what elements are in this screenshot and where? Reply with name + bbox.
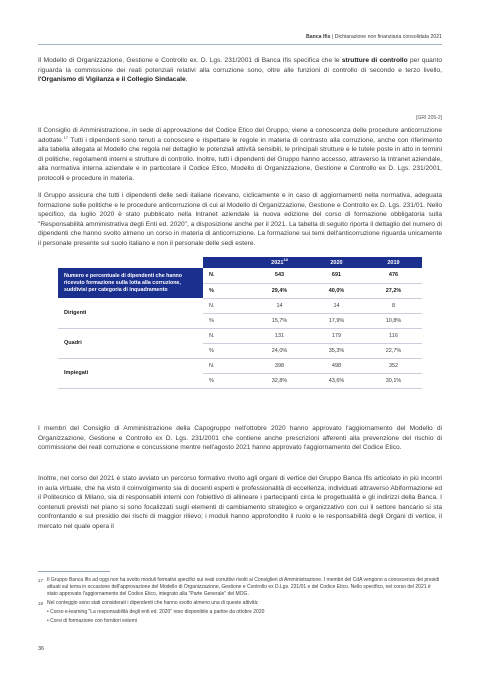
footnote-divider bbox=[38, 571, 110, 572]
table-row: Quadri N. 131 179 116 bbox=[58, 328, 422, 343]
footnote-18: 18 Nel conteggio sono stati considerati i dipendenti che hanno svolto almeno una di queste attività: bbox=[38, 600, 259, 606]
footnote-ref-17: 17 bbox=[63, 134, 69, 140]
list-item: • Corso e-learning "La responsabilità degli enti ed. 2020" reso disponibile a partire da ottobre 2020 bbox=[47, 609, 265, 615]
footnote-17: 17 Il Gruppo Banca Ifis ad oggi non ha svolto moduli formativi specifici sui reati corruttivi rivolti ai Consiglieri di Amministrazione. I membri del CdA vengono a conoscenza dei presidi attuati sul tema in occasione dell'approvazione del Modello di Organizzazione, Gestione e Controllo ex D.Lgs. 231/01 e del Codice Etico. Nello specifico, nel corso del 2021 è stato approvato l'aggiornamento del Codice Etico, integrato alla "Parte Generale" del MOG. bbox=[38, 577, 440, 597]
p1-text-c: . bbox=[185, 76, 188, 83]
category-quadri: Quadri bbox=[58, 328, 203, 358]
paragraph-training-path: Inoltre, nel corso del 2021 è stato avviato un percorso formativo rivolto agli organi di vertice del Gruppo Banca Ifis articolato in più incontri in aula virtuale, che ha visto il coinvolgimento sia di docenti esperti e professionalità di eccellenza, individuati attraverso Abiformazione ed il Politecnico di Milano, sia di responsabili interni con l'obiettivo di allineare i partecipanti circa le progettualità e gli indirizzi della Banca. I contenuti previsti nel piano si sono focalizzati sugli elementi di cambiamento strategico e organizzativo con cui il settore bancario si sta confrontando e sul presidio dei rischi di maggior rilievo; i moduli hanno approfondito il ruolo e le responsabilità degli Organi di vertice, il mercato nel quale opera il bbox=[38, 475, 442, 530]
category-dirigenti: Dirigenti bbox=[58, 298, 203, 328]
table-row: Numero e percentuale di dipendenti che hanno ricevuto formazione sulla lotta alla corruzione, suddivisi per categoria di inquadramento N. 543 691 476 bbox=[58, 268, 422, 283]
table-row: Impiegati N. 398 498 352 bbox=[58, 358, 422, 373]
table-header-row bbox=[58, 257, 422, 268]
paragraph-board-anticorruption bbox=[38, 126, 442, 183]
p1-text-a: Il Modello di Organizzazione, Gestione e Controllo ex. D. Lgs. 231/2001 di Banca Ifis specifica che le bbox=[38, 57, 342, 64]
list-item: • Corsi di formazione con fornitori esterni bbox=[47, 618, 138, 624]
table-row: % 29,4% 40,0% 27,2% bbox=[58, 283, 422, 298]
p1-bold-a: strutture di controllo bbox=[341, 57, 408, 64]
header-divider bbox=[38, 44, 442, 45]
paragraph-control-structures bbox=[38, 56, 442, 85]
header-doc-title: Dichiarazione non finanziaria consolidata 2021 bbox=[334, 34, 442, 40]
paragraph-training: Il Gruppo assicura che tutti i dipendenti delle sedi italiane ricevano, ciclicamente e in caso di aggiornamenti nella normativa, adeguata formazione sulle politiche e le procedure anticorruzione di cui al Modello di Organizzazione, Gestione e Controllo ex D. Lgs. 231/01. Nello specifico, da luglio 2020 è stato pubblicato nella Intranet aziendale la nuova edizione del corso di formazione obbligatoria sulla "Responsabilità amministrativa degli Enti ed. 2020", a disposizione anche per il 2021. La tabella di seguito riporta il dettaglio del numero di dipendenti che hanno svolto almeno un corso in materia di anticorruzione. La formazione sui temi dell'anticorruzione riguarda unicamente il personale presente sul suolo italiano e non il personale delle sedi estere. bbox=[38, 192, 442, 247]
table-row: Dirigenti N. 14 14 8 bbox=[58, 298, 422, 313]
gri-reference: [GRI 205-2] bbox=[416, 115, 442, 121]
p2-text-b: Tutti i dipendenti sono tenuti a conoscere e rispettare le regole in materia di contrasto alla corruzione, anche con riferimento alla tabella allegata al Modello che regola nel dettaglio le potenziali attività sensibili, le principali strutture e le tutele poste in atto in termini di politiche, regolamenti interni e strutture di controllo. Inoltre, tutti i dipendenti del Gruppo hanno accesso, attraverso la Intranet aziendale, alla normativa interna aziendale e in particolare il Codice Etico, Modello di Organizzazione, Gestione e Controllo ex D. Lgs. 231/2001, protocolli e procedure in materia. bbox=[38, 136, 442, 182]
p2-text-a: Il Consiglio di Amministrazione, in sede di approvazione del Codice Etico del Gruppo, viene a conoscenza delle procedure anticorruzione adottate. bbox=[38, 127, 442, 144]
p1-text-b: per quanto riguarda la commissione dei reati potenziali relativi alla corruzione sono, oltre alle funzioni di controllo di secondo e terzo livello, bbox=[38, 57, 442, 74]
paragraph-board-approval: I membri del Consiglio di Amministrazione della Capogruppo nell'ottobre 2020 hanno approvato l'aggiornamento del Modello di Organizzazione, Gestione e Controllo ex D. Lgs. 231/2001 che contiene anche prescrizioni afferenti alla prevenzione del rischio di commissione dei reati corruzione e concussione mentre nell'agosto 2021 hanno approvato l'aggiornamento del Codice Etico. bbox=[38, 425, 442, 451]
table-header-label: Numero e percentuale di dipendenti che hanno ricevuto formazione sulla lotta alla corruzione, suddivisi per categoria di inquadramento bbox=[58, 268, 203, 298]
page-number: 36 bbox=[38, 646, 45, 652]
running-header bbox=[306, 34, 442, 40]
year-2020: 2020 bbox=[308, 257, 365, 268]
footnotes bbox=[38, 577, 442, 627]
category-impiegati: Impiegati bbox=[58, 358, 203, 388]
table-row: % 15,7% 17,9% 10,8% bbox=[58, 313, 422, 328]
year-2019: 2019 bbox=[365, 257, 422, 268]
footnote-ref-18: 18 bbox=[283, 256, 288, 262]
year-2021: 2021$^{18}$ bbox=[251, 257, 308, 268]
p1-bold-b: l'Organismo di Vigilanza e il Collegio Sindacale bbox=[38, 76, 186, 83]
footnote-18-list bbox=[47, 609, 442, 625]
table-row: % 32,8% 43,6% 30,1% bbox=[58, 373, 422, 388]
header-brand: Banca Ifis bbox=[305, 34, 331, 40]
table-row: % 24,0% 35,3% 22,7% bbox=[58, 343, 422, 358]
header-separator: | bbox=[330, 34, 335, 40]
anticorruption-training-table bbox=[58, 257, 422, 389]
